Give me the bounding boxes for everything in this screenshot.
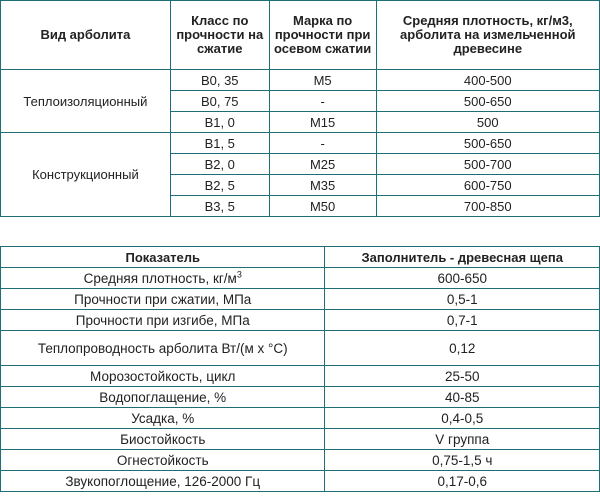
property-value: 0,17-0,6: [325, 471, 600, 492]
property-label: Биостойкость: [1, 429, 325, 450]
header-filler: Заполнитель - древесная щепа: [325, 247, 600, 268]
header-type: Вид арболита: [1, 1, 171, 70]
property-value: 40-85: [325, 387, 600, 408]
property-label: Теплопроводность арболита Вт/(м х °С): [1, 331, 325, 366]
property-value: 25-50: [325, 366, 600, 387]
property-label: [1, 268, 325, 289]
property-label: Прочности при сжатии, МПа: [1, 289, 325, 310]
table-row: [1, 450, 600, 471]
density-cell: 500-700: [376, 154, 599, 175]
table-row: [1, 70, 600, 91]
header-mark: Марка по прочности при осевом сжатии: [269, 1, 376, 70]
class-cell: B2, 0: [170, 154, 269, 175]
property-label: Морозостойкость, цикл: [1, 366, 325, 387]
table-row: [1, 331, 600, 366]
mark-cell: M5: [269, 70, 376, 91]
density-label: Средняя плотность, кг/м: [83, 270, 237, 286]
mark-cell: M15: [269, 112, 376, 133]
table-row: [1, 408, 600, 429]
group-name: Теплоизоляционный: [1, 70, 171, 133]
header-density: Средняя плотность, кг/м3, арболита на измельченной древесине: [376, 1, 599, 70]
class-cell: B2, 5: [170, 175, 269, 196]
density-cell: 400-500: [376, 70, 599, 91]
class-cell: B3, 5: [170, 196, 269, 217]
density-cell: 700-850: [376, 196, 599, 217]
property-label: Огнестойкость: [1, 450, 325, 471]
table-row: [1, 471, 600, 492]
mark-cell: M35: [269, 175, 376, 196]
table-header-row: [1, 1, 600, 70]
table-row: [1, 268, 600, 289]
property-label: Усадка, %: [1, 408, 325, 429]
property-value: 0,12: [325, 331, 600, 366]
table-header-row: [1, 247, 600, 268]
property-value: 600-650: [325, 268, 600, 289]
group-name: Конструкционный: [1, 133, 171, 217]
table-row: [1, 133, 600, 154]
density-cell: 600-750: [376, 175, 599, 196]
property-label: Прочности при изгибе, МПа: [1, 310, 325, 331]
property-value: V группа: [325, 429, 600, 450]
class-cell: B1, 5: [170, 133, 269, 154]
mark-cell: -: [269, 91, 376, 112]
density-cell: 500-650: [376, 133, 599, 154]
class-cell: B0, 75: [170, 91, 269, 112]
property-label: Водопоглащение, %: [1, 387, 325, 408]
table-row: [1, 429, 600, 450]
header-indicator: Показатель: [1, 247, 325, 268]
property-value: 0,7-1: [325, 310, 600, 331]
arbolite-properties-table: [0, 246, 600, 492]
table-row: [1, 366, 600, 387]
property-label: Звукопоглощение, 126-2000 Гц: [1, 471, 325, 492]
mark-cell: M25: [269, 154, 376, 175]
property-value: 0,5-1: [325, 289, 600, 310]
property-value: 0,4-0,5: [325, 408, 600, 429]
table-row: [1, 387, 600, 408]
table-row: [1, 310, 600, 331]
header-class: Класс по прочности на сжатие: [170, 1, 269, 70]
arbolite-classes-table: [0, 0, 600, 217]
mark-cell: M50: [269, 196, 376, 217]
density-superscript: 3: [236, 269, 242, 279]
density-cell: 500: [376, 112, 599, 133]
table-row: [1, 289, 600, 310]
class-cell: B0, 35: [170, 70, 269, 91]
property-value: 0,75-1,5 ч: [325, 450, 600, 471]
mark-cell: -: [269, 133, 376, 154]
class-cell: B1, 0: [170, 112, 269, 133]
density-cell: 500-650: [376, 91, 599, 112]
